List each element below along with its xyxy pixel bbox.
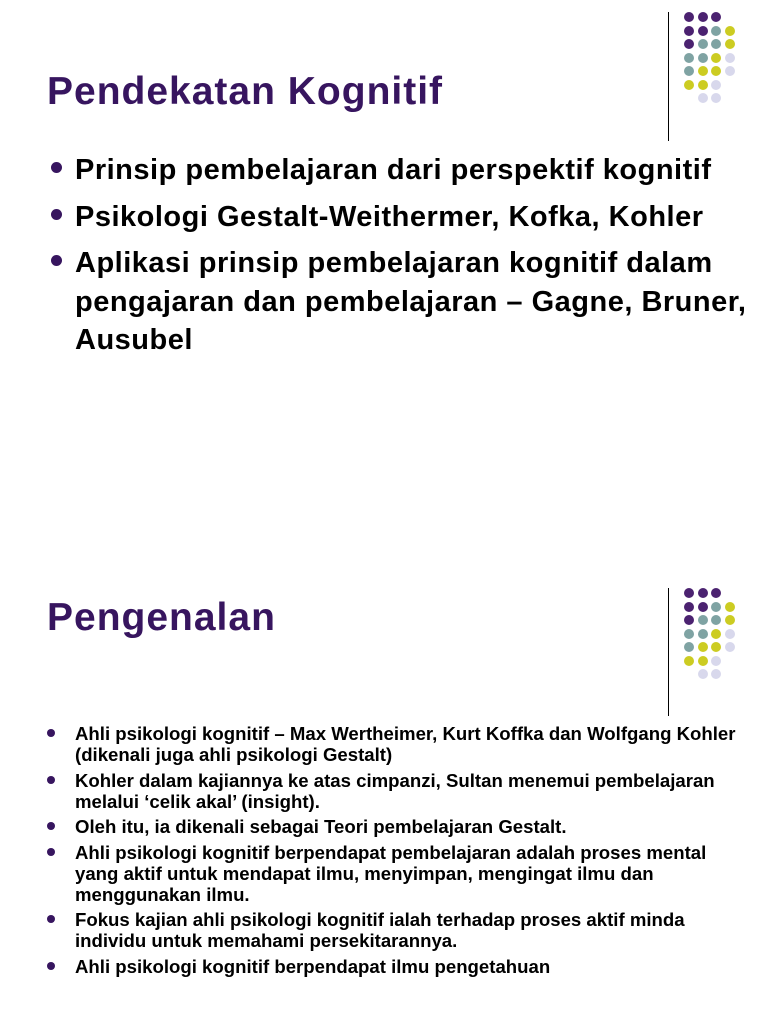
- decorative-dot: [698, 53, 708, 63]
- decorative-dot: [725, 629, 735, 639]
- slide-2: [0, 578, 768, 1024]
- bullet-text: Oleh itu, ia dikenali sebagai Teori pembelajaran Gestalt.: [75, 816, 567, 837]
- bullet-dot-icon: [47, 822, 55, 830]
- bullet-item: [47, 842, 747, 905]
- decorative-dot: [711, 642, 721, 652]
- bullet-item: [47, 723, 747, 765]
- decorative-dot: [698, 93, 708, 103]
- bullet-item: [47, 198, 747, 237]
- decorative-dot: [725, 615, 735, 625]
- bullet-dot-icon: [47, 962, 55, 970]
- decorative-dot: [698, 588, 708, 598]
- decorative-dot: [684, 629, 694, 639]
- decorative-dot: [711, 93, 721, 103]
- bullet-text: Aplikasi prinsip pembelajaran kognitif dalam pengajaran dan pembelajaran – Gagne, Bruner, Ausubel: [75, 247, 747, 356]
- decorative-dot: [725, 66, 735, 76]
- bullet-item: [47, 956, 747, 977]
- decorative-dot: [725, 602, 735, 612]
- bullet-text: Ahli psikologi kognitif berpendapat ilmu pengetahuan: [75, 955, 551, 977]
- decorative-dot: [711, 12, 721, 22]
- decorative-dot: [698, 39, 708, 49]
- decorative-dot: [698, 26, 708, 36]
- decorative-dot: [698, 629, 708, 639]
- decorative-dot: [684, 80, 694, 90]
- decorative-dot: [698, 602, 708, 612]
- decorative-dot: [711, 629, 721, 639]
- divider-line: [668, 12, 669, 141]
- decorative-dot: [684, 656, 694, 666]
- decorative-dot: [711, 615, 721, 625]
- decorative-dot: [711, 53, 721, 63]
- decorative-dot: [711, 80, 721, 90]
- decorative-dot: [684, 615, 694, 625]
- decorative-dot: [711, 26, 721, 36]
- decorative-dot: [711, 588, 721, 598]
- bullet-text: Ahli psikologi kognitif – Max Wertheimer, Kurt Koffka dan Wolfgang Kohler (dikenali juga ahli psikologi Gestalt): [75, 723, 736, 765]
- decorative-dot: [725, 26, 735, 36]
- bullet-list: [47, 151, 747, 368]
- bullet-text: Fokus kajian ahli psikologi kognitif ialah terhadap proses aktif minda individu untuk memahami persekitarannya.: [75, 909, 685, 951]
- decorative-dot: [698, 615, 708, 625]
- decorative-dot: [684, 12, 694, 22]
- decorative-dot: [725, 642, 735, 652]
- bullet-item: [47, 909, 747, 951]
- bullet-list: [47, 723, 747, 981]
- bullet-dot-icon: [47, 848, 55, 856]
- decorative-dot: [684, 26, 694, 36]
- decorative-dot: [698, 66, 708, 76]
- decorative-dot: [684, 642, 694, 652]
- decorative-dot: [698, 669, 708, 679]
- bullet-item: [47, 770, 747, 812]
- bullet-text: Ahli psikologi kognitif berpendapat pembelajaran adalah proses mental yang aktif untuk mendapat ilmu, menyimpan, mengingat ilmu dan menggunakan ilmu.: [75, 841, 707, 905]
- bullet-dot-icon: [51, 255, 62, 266]
- bullet-dot-icon: [47, 776, 55, 784]
- decorative-dot: [698, 642, 708, 652]
- bullet-dot-icon: [47, 729, 55, 737]
- slide-title: Pendekatan Kognitif: [47, 70, 444, 113]
- decorative-dot: [698, 80, 708, 90]
- decorative-dot: [698, 656, 708, 666]
- bullet-dot-icon: [47, 915, 55, 923]
- decorative-dot: [698, 12, 708, 22]
- slide-title: Pengenalan: [47, 596, 276, 639]
- bullet-item: [47, 816, 747, 837]
- decorative-dot: [725, 53, 735, 63]
- bullet-item: [47, 151, 747, 190]
- decorative-dot: [711, 39, 721, 49]
- divider-line: [668, 588, 669, 716]
- bullet-text: Psikologi Gestalt-Weithermer, Kofka, Kohler: [75, 200, 704, 233]
- bullet-text: Kohler dalam kajiannya ke atas cimpanzi, Sultan menemui pembelajaran melalui ‘celik akal’ (insight).: [75, 769, 715, 812]
- decorative-dot: [711, 66, 721, 76]
- decorative-dot: [684, 588, 694, 598]
- decorative-dot: [725, 39, 735, 49]
- decorative-dot: [684, 53, 694, 63]
- decorative-dot: [711, 669, 721, 679]
- decorative-dot: [684, 66, 694, 76]
- decorative-dot: [684, 39, 694, 49]
- bullet-text: Prinsip pembelajaran dari perspektif kognitif: [75, 154, 712, 186]
- decorative-dot: [711, 656, 721, 666]
- bullet-item: [47, 244, 747, 360]
- decorative-dot: [711, 602, 721, 612]
- bullet-dot-icon: [51, 162, 62, 173]
- decorative-dot: [684, 602, 694, 612]
- bullet-dot-icon: [51, 209, 62, 220]
